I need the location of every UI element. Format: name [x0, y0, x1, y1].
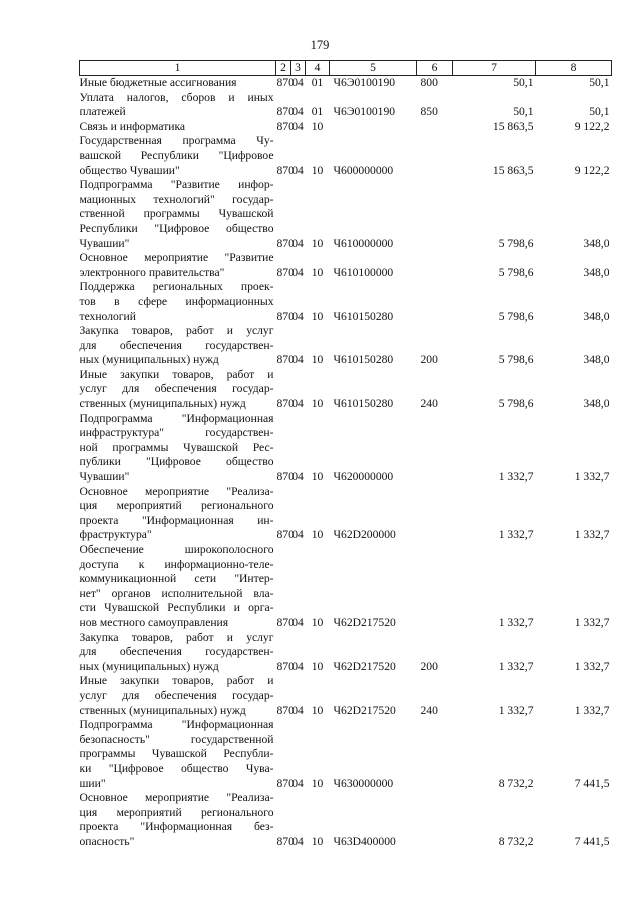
row-item-name-line: технологий — [79, 309, 136, 323]
subsection-code: 10 — [311, 834, 324, 848]
expense-type-code — [417, 251, 453, 280]
amount-year-2: 50,1 — [589, 76, 610, 89]
row-item-name-line: платежей — [79, 105, 126, 119]
row-item-name-line: Государственная программа Чу- — [79, 134, 274, 148]
ministry-code: 870 — [276, 76, 294, 89]
target-article-code: Ч610150280 — [333, 397, 394, 411]
target-article-code: Ч6Э0100190 — [333, 105, 396, 119]
ministry-code: 870 — [276, 528, 294, 542]
amount-year-1: 5 798,6 — [498, 236, 534, 250]
table-row — [80, 718, 612, 791]
ministry-code: 870 — [276, 776, 294, 790]
row-item-name-line: услуг для обеспечения государ- — [79, 382, 274, 396]
target-article-code: Ч6Э0100190 — [333, 76, 396, 89]
row-item-name-line: Иные закупки товаров, работ и — [79, 674, 274, 688]
row-item-name-line: Подпрограмма "Информационная — [79, 718, 274, 732]
row-item-name — [80, 120, 276, 135]
row-item-name-line: для обеспечения государствен- — [79, 338, 274, 352]
ministry-code: 870 — [276, 309, 294, 323]
expense-type-code — [417, 120, 453, 135]
column-header: 1 — [80, 61, 276, 76]
target-article-code: Ч63D400000 — [333, 834, 396, 848]
table-row — [80, 91, 612, 120]
row-item-name-line: ственных (муниципальных) нужд — [79, 397, 246, 411]
row-item-name-line: фраструктура" — [79, 528, 152, 542]
row-item-name-line: ция мероприятий регионального — [79, 805, 274, 819]
section-code: 04 — [292, 119, 304, 133]
row-item-name-line: проекта "Информационная без- — [79, 820, 274, 834]
table-header-row — [80, 61, 612, 76]
row-item-name-line: шии" — [79, 776, 106, 790]
subsection-code: 10 — [311, 703, 324, 717]
row-item-name-line: Чувашии" — [79, 470, 130, 484]
row-item-name — [80, 91, 276, 120]
section-code: 04 — [292, 703, 304, 717]
table-row — [80, 134, 612, 178]
row-item-name — [80, 543, 276, 631]
section-code: 04 — [292, 470, 304, 484]
row-item-name-line: для обеспечения государствен- — [79, 645, 274, 659]
amount-year-1: 5 798,6 — [498, 265, 534, 279]
table-row — [80, 178, 612, 251]
row-item-name-line: электронного правительства" — [79, 265, 225, 279]
row-item-name-line: Уплата налогов, сборов и иных — [79, 90, 274, 104]
amount-year-1: 50,1 — [513, 105, 534, 119]
section-code: 04 — [292, 776, 304, 790]
amount-year-2: 1 332,7 — [574, 528, 610, 542]
row-item-name — [80, 718, 276, 791]
row-item-name-line: Иные закупки товаров, работ и — [79, 367, 274, 381]
subsection-code: 10 — [311, 528, 324, 542]
expense-type-code: 240 — [420, 703, 438, 717]
section-code: 04 — [292, 163, 304, 177]
amount-year-1: 1 332,7 — [498, 470, 534, 484]
page-number: 179 — [310, 38, 330, 52]
subsection-code: 10 — [311, 615, 324, 629]
table-row — [80, 280, 612, 324]
row-item-name-line: Закупка товаров, работ и услуг — [79, 324, 274, 338]
table-row — [80, 412, 612, 485]
row-item-name-line: Чувашии" — [79, 236, 130, 250]
amount-year-2: 7 441,5 — [574, 776, 610, 790]
subsection-code: 10 — [311, 659, 324, 673]
ministry-code: 870 — [276, 236, 294, 250]
expense-type-code — [417, 485, 453, 543]
row-item-name-line: Подпрограмма "Развитие инфор- — [79, 178, 274, 192]
amount-year-1: 50,1 — [513, 76, 534, 89]
amount-year-2: 50,1 — [589, 105, 610, 119]
amount-year-2: 348,0 — [583, 265, 610, 279]
amount-year-2: 7 441,5 — [574, 834, 610, 848]
table-row — [80, 120, 612, 135]
table-row — [80, 368, 612, 412]
row-item-name-line: нов местного самоуправления — [79, 615, 229, 629]
amount-year-1: 8 732,2 — [498, 834, 534, 848]
row-item-name-line: Основное мероприятие "Развитие — [79, 251, 274, 265]
row-item-name-line: тов в сфере информационных — [79, 294, 274, 308]
ministry-code: 870 — [276, 163, 294, 177]
subsection-code: 10 — [311, 397, 324, 411]
ministry-code: 870 — [276, 397, 294, 411]
amount-year-1: 1 332,7 — [498, 703, 534, 717]
row-item-name-line: мационных технологий" государ- — [79, 192, 274, 206]
column-header: 3 — [291, 61, 306, 76]
expense-type-code: 800 — [420, 76, 438, 89]
expense-type-code: 850 — [420, 105, 438, 119]
target-article-code: Ч620000000 — [333, 470, 394, 484]
subsection-code: 10 — [311, 470, 324, 484]
row-item-name-line: Республики "Цифровое общество — [79, 221, 274, 235]
expense-type-code — [417, 718, 453, 791]
amount-year-1: 1 332,7 — [498, 528, 534, 542]
row-item-name — [80, 368, 276, 412]
target-article-code: Ч610100000 — [333, 265, 394, 279]
row-item-name-line: проекта "Информационная ин- — [79, 513, 274, 527]
subsection-code: 10 — [311, 265, 324, 279]
subsection-code: 01 — [311, 76, 324, 89]
target-article-code: Ч62D200000 — [333, 528, 396, 542]
target-article-code: Ч600000000 — [333, 163, 394, 177]
row-item-name-line: ки "Цифровое общество Чува- — [79, 761, 274, 775]
row-item-name — [80, 178, 276, 251]
budget-table — [79, 60, 612, 849]
expense-type-code — [417, 543, 453, 631]
amount-year-1: 5 798,6 — [498, 397, 534, 411]
amount-year-2: 348,0 — [583, 353, 610, 367]
ministry-code: 870 — [276, 105, 294, 119]
target-article-code: Ч610000000 — [333, 236, 394, 250]
row-item-name-line: ция мероприятий регионального — [79, 499, 274, 513]
row-item-name-line: инфраструктура" государствен- — [79, 426, 274, 440]
section-code: 04 — [292, 265, 304, 279]
column-header: 4 — [306, 61, 330, 76]
row-item-name-line: Основное мероприятие "Реализа- — [79, 484, 274, 498]
row-item-name-line: сти Чувашской Республики и орга- — [79, 601, 274, 615]
target-article-code: Ч62D217520 — [333, 659, 396, 673]
subsection-code: 10 — [311, 353, 324, 367]
amount-year-1: 15 863,5 — [492, 163, 534, 177]
row-item-name — [80, 76, 276, 91]
row-item-name-line: опасность" — [79, 834, 135, 848]
expense-type-code — [417, 134, 453, 178]
row-item-name — [80, 251, 276, 280]
row-item-name-line: общество Чувашии" — [79, 163, 180, 177]
expense-type-code — [417, 412, 453, 485]
amount-year-1: 8 732,2 — [498, 776, 534, 790]
amount-year-2: 1 332,7 — [574, 470, 610, 484]
amount-year-1: 5 798,6 — [498, 309, 534, 323]
row-item-name — [80, 412, 276, 485]
section-code: 04 — [292, 236, 304, 250]
row-item-name-line: программы Чувашской Республи- — [79, 747, 274, 761]
ministry-code: 870 — [276, 470, 294, 484]
table-row — [80, 674, 612, 718]
row-item-name-line: Поддержка региональных проек- — [79, 280, 274, 294]
row-item-name — [80, 280, 276, 324]
table-body — [80, 76, 612, 850]
target-article-code: Ч62D217520 — [333, 703, 396, 717]
ministry-code: 870 — [276, 615, 294, 629]
row-item-name-line: Обеспечение широкополосного — [79, 543, 274, 556]
column-header: 5 — [330, 61, 417, 76]
row-item-name-line: ной программы Чувашской Рес- — [79, 440, 274, 454]
amount-year-2: 348,0 — [583, 309, 610, 323]
row-item-name-line: услуг для обеспечения государ- — [79, 688, 274, 702]
row-item-name-line: нет" органов исполнительной вла- — [79, 586, 274, 600]
amount-year-1: 1 332,7 — [498, 659, 534, 673]
table-row — [80, 251, 612, 280]
ministry-code: 870 — [276, 119, 294, 133]
subsection-code: 10 — [311, 163, 324, 177]
row-item-name — [80, 485, 276, 543]
row-item-name — [80, 791, 276, 849]
expense-type-code — [417, 791, 453, 849]
section-code: 04 — [292, 659, 304, 673]
section-code: 04 — [292, 834, 304, 848]
target-article-code: Ч62D217520 — [333, 615, 396, 629]
amount-year-1: 15 863,5 — [492, 119, 534, 133]
table-row — [80, 324, 612, 368]
section-code: 04 — [292, 615, 304, 629]
target-article-code: Ч610150280 — [333, 309, 394, 323]
amount-year-2: 348,0 — [583, 397, 610, 411]
amount-year-2: 9 122,2 — [574, 119, 610, 133]
amount-year-2: 348,0 — [583, 236, 610, 250]
ministry-code: 870 — [276, 353, 294, 367]
row-item-name-line: безопасность" государственной — [79, 732, 274, 746]
subsection-code: 10 — [311, 309, 324, 323]
section-code: 04 — [292, 528, 304, 542]
row-item-name-line: ственной программы Чувашской — [79, 207, 274, 221]
table-row — [80, 76, 612, 91]
column-header: 8 — [536, 61, 612, 76]
expense-type-code — [417, 280, 453, 324]
amount-year-2: 1 332,7 — [574, 659, 610, 673]
target-article-code — [330, 120, 417, 135]
target-article-code: Ч630000000 — [333, 776, 394, 790]
row-item-name-line: Закупка товаров, работ и услуг — [79, 630, 274, 644]
expense-type-code: 240 — [420, 397, 438, 411]
row-item-name-line: коммуникационной сети "Интер- — [79, 572, 274, 586]
section-code: 04 — [292, 309, 304, 323]
subsection-code: 10 — [311, 776, 324, 790]
row-item-name-line: Связь и информатика — [79, 119, 186, 133]
ministry-code: 870 — [276, 703, 294, 717]
subsection-code: 10 — [311, 119, 324, 133]
amount-year-2: 1 332,7 — [574, 703, 610, 717]
row-item-name — [80, 631, 276, 675]
row-item-name-line: публики "Цифровое общество — [79, 455, 274, 469]
row-item-name-line: вашской Республики "Цифровое — [79, 148, 274, 162]
ministry-code: 870 — [276, 834, 294, 848]
amount-year-2: 1 332,7 — [574, 615, 610, 629]
row-item-name — [80, 324, 276, 368]
section-code: 04 — [292, 76, 304, 89]
expense-type-code — [417, 178, 453, 251]
row-item-name-line: ственных (муниципальных) нужд — [79, 703, 246, 717]
column-header: 2 — [276, 61, 291, 76]
expense-type-code: 200 — [420, 659, 438, 673]
amount-year-1: 1 332,7 — [498, 615, 534, 629]
column-header: 7 — [453, 61, 536, 76]
row-item-name-line: Основное мероприятие "Реализа- — [79, 791, 274, 805]
ministry-code: 870 — [276, 659, 294, 673]
subsection-code: 10 — [311, 236, 324, 250]
section-code: 04 — [292, 353, 304, 367]
section-code: 04 — [292, 397, 304, 411]
row-item-name — [80, 674, 276, 718]
table-row — [80, 543, 612, 631]
table-row — [80, 631, 612, 675]
table-row — [80, 791, 612, 849]
row-item-name-line: ных (муниципальных) нужд — [79, 353, 219, 367]
row-item-name-line: ных (муниципальных) нужд — [79, 659, 219, 673]
expense-type-code: 200 — [420, 353, 438, 367]
column-header: 6 — [417, 61, 453, 76]
row-item-name-line: Подпрограмма "Информационная — [79, 411, 274, 425]
amount-year-2: 9 122,2 — [574, 163, 610, 177]
amount-year-1: 5 798,6 — [498, 353, 534, 367]
table-row — [80, 485, 612, 543]
row-item-name — [80, 134, 276, 178]
section-code: 04 — [292, 105, 304, 119]
target-article-code: Ч610150280 — [333, 353, 394, 367]
row-item-name-line: доступа к информационно-теле- — [79, 557, 274, 571]
row-item-name-line: Иные бюджетные ассигнования — [79, 76, 237, 89]
ministry-code: 870 — [276, 265, 294, 279]
subsection-code: 01 — [311, 105, 324, 119]
